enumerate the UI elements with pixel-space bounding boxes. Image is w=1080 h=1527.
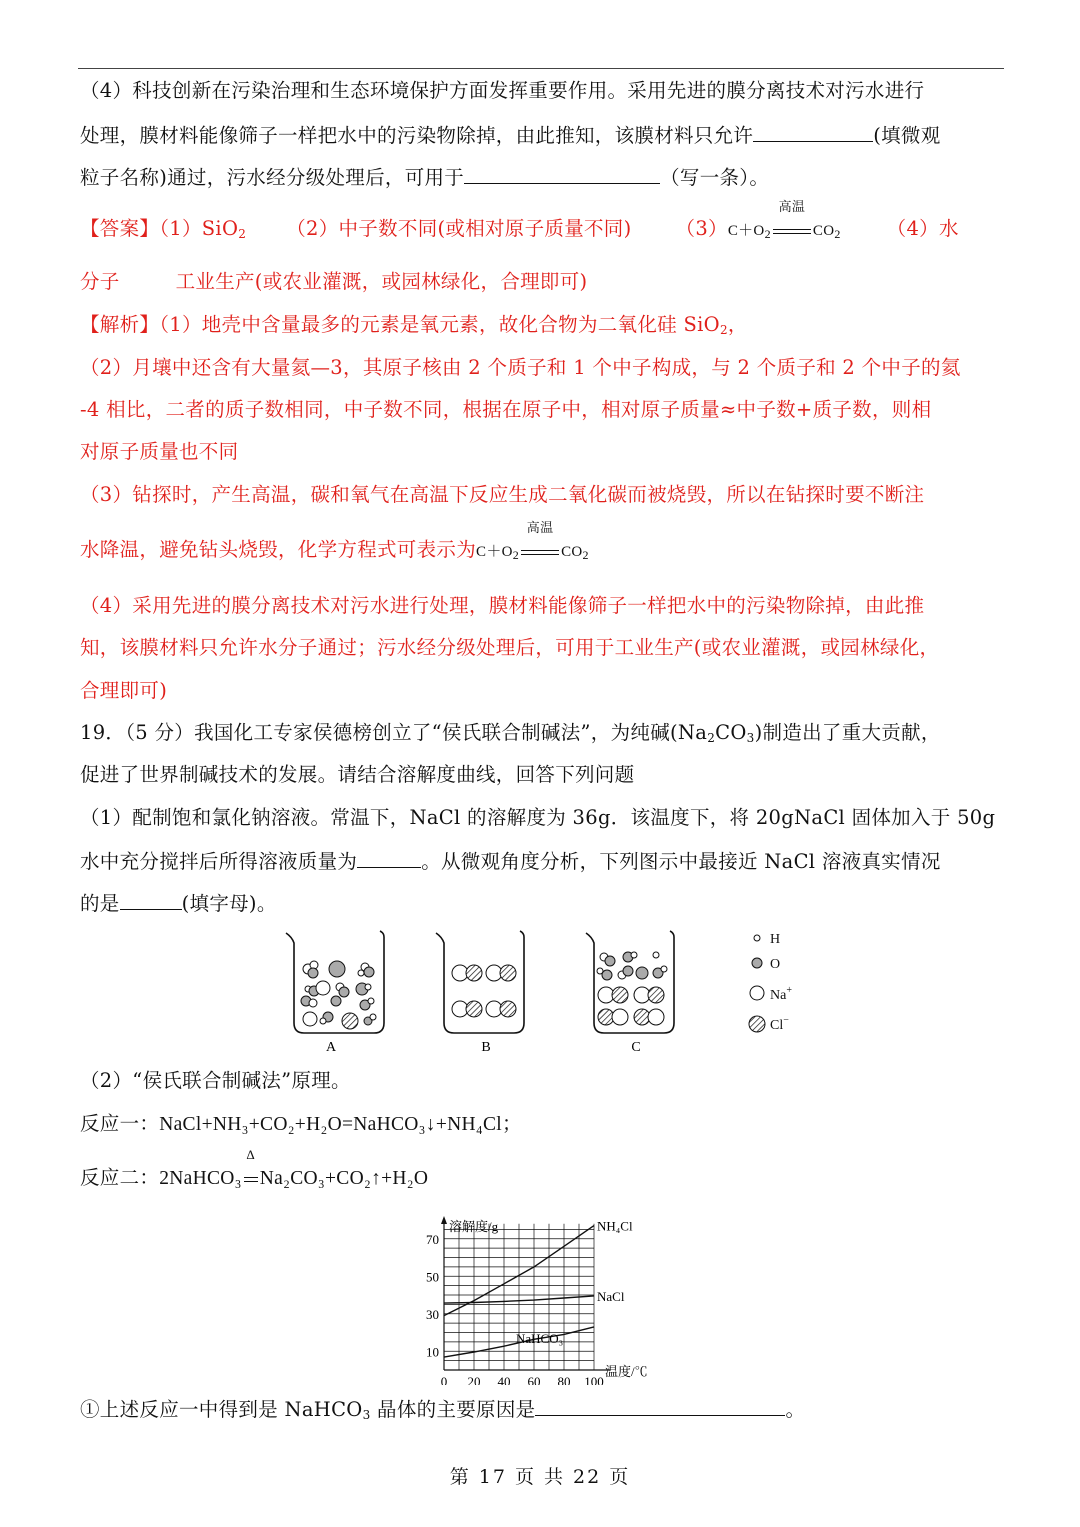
y-tick-label: 50 <box>426 1269 439 1285</box>
particles-b <box>452 965 516 1017</box>
beakers-figure <box>280 925 820 1060</box>
legend-label: Na+ <box>770 985 792 1003</box>
beaker-label: B <box>481 1040 491 1055</box>
q19-part2-title: （2）“侯氏联合制碱法”原理。 <box>80 1069 351 1092</box>
answer-blank[interactable] <box>753 121 873 142</box>
beaker-a[interactable] <box>286 931 384 1055</box>
answer-blank[interactable] <box>120 889 182 910</box>
x-tick-label: 60 <box>527 1374 541 1385</box>
analysis-line6: 水降温，避免钻头烧毁，化学方程式可表示为$C+O_2$ 高温 $CO_2$ <box>80 520 589 562</box>
beaker-c[interactable] <box>586 931 674 1055</box>
legend-o-icon <box>752 958 762 968</box>
y-tick-label: 70 <box>426 1231 439 1247</box>
q19-question1: ①上述反应一中得到是 NaHCO$_3$ 晶体的主要原因是 。 <box>80 1395 1004 1423</box>
analysis-line5: （3）钻探时，产生高温，碳和氧气在高温下反应生成二氧化碳而被烧毁，所以在钻探时要不断注 <box>80 483 925 506</box>
series-label: NaCl <box>597 1288 625 1304</box>
answer-blank[interactable] <box>535 1395 785 1416</box>
reaction-two: 反应二：2NaHCO₃ Δ Na₂CO₃+CO₂↑+H₂O <box>80 1147 429 1189</box>
y-tick-label: 30 <box>426 1306 439 1322</box>
q19-line2: 促进了世界制碱技术的发展。请结合溶解度曲线，回答下列问题 <box>80 763 635 786</box>
x-tick-label: 20 <box>467 1374 481 1385</box>
q19-line4: 水中充分搅拌后所得溶液质量为 。从微观角度分析，下列图示中最接近 NaCl 溶液真实情况 <box>80 847 1004 875</box>
x-tick-label: 0 <box>440 1374 448 1385</box>
x-tick-label: 40 <box>497 1374 511 1385</box>
beaker-label: A <box>325 1040 337 1055</box>
analysis-line8: 知，该膜材料只允许水分子通过；污水经分级处理后，可用于工业生产(或农业灌溉，或园林绿化， <box>80 636 940 659</box>
particles-a <box>301 961 376 1029</box>
analysis-line9: 合理即可) <box>80 679 168 702</box>
series-label: NaHCO₃ <box>516 1330 564 1346</box>
legend-h-icon <box>754 935 760 941</box>
answer-blank[interactable] <box>357 847 421 868</box>
answer-line2: 分子 工业生产(或农业灌溉，或园林绿化，合理即可) <box>80 270 588 293</box>
series-label: NH₄Cl <box>597 1218 633 1234</box>
particle-legend <box>749 935 765 1032</box>
legend-labels <box>770 932 792 1033</box>
analysis-line2: （2）月壤中还含有大量氦—3，其原子核由 2 个质子和 1 个中子构成，与 2 个质子和 2 个中子的氦 <box>80 356 961 379</box>
solubility-chart <box>405 1210 665 1385</box>
q19-line5: 的是 (填字母)。 <box>80 889 1004 917</box>
analysis-line1: 【解析】（1）地壳中含量最多的元素是氧元素，故化合物为二氧化硅 SiO$_2$， <box>80 313 748 337</box>
x-tick-label: 100 <box>584 1374 604 1385</box>
y-axis-label: 溶解度/g <box>449 1219 499 1234</box>
header-rule <box>78 68 1004 69</box>
analysis-line7: （4）采用先进的膜分离技术对污水进行处理，膜材料能像筛子一样把水中的污染物除掉，由此推 <box>80 594 925 617</box>
q18-part4-line3: 粒子名称)通过，污水经分级处理后，可用于 （写一条）。 <box>80 163 1004 191</box>
particles-c <box>597 952 667 1025</box>
answer-line1: 【答案】（1）SiO$_2$ （2）中子数不同(或相对原子质量不同) $(3)C+O_2$ 高温 $CO_2$ （4）水 <box>80 199 959 241</box>
q18-part4-line2: 处理，膜材料能像筛子一样把水中的污染物除掉，由此推知，该膜材料只允许 (填微观 <box>80 121 1004 149</box>
legend-label: H <box>770 932 781 947</box>
legend-label: O <box>770 957 781 972</box>
q19-line1: 19．（5 分）我国化工专家侯德榜创立了“侯氏联合制碱法”，为纯碱$(Na_2CO_3)$制造出了重大贡献， <box>80 721 941 745</box>
y-axis-arrow-icon <box>441 1216 447 1224</box>
legend-na-icon <box>750 986 764 1000</box>
x-axis-label: 温度/℃ <box>605 1364 648 1379</box>
legend-label: Cl− <box>770 1015 789 1033</box>
answer-blank[interactable] <box>464 163 660 184</box>
y-tick-label: 10 <box>426 1344 439 1360</box>
reaction-one: 反应一：NaCl+NH₃+CO₂+H₂O=NaHCO₃↓+NH₄Cl； <box>80 1112 522 1135</box>
analysis-line4: 对原子质量也不同 <box>80 440 239 463</box>
q19-line3: （1）配制饱和氯化钠溶液。常温下，NaCl 的溶解度为 36g．该温度下，将 20gNaCl 固体加入于 50g <box>80 806 996 829</box>
x-tick-label: 80 <box>557 1374 571 1385</box>
analysis-line3: -4 相比，二者的质子数相同，中子数不同，根据在原子中，相对原子质量≈中子数+质子数，则相 <box>80 398 932 421</box>
q18-part4-line1: （4）科技创新在污染治理和生态环境保护方面发挥重要作用。采用先进的膜分离技术对污水进行 <box>80 79 925 102</box>
beaker-b[interactable] <box>436 931 524 1055</box>
legend-cl-icon <box>749 1016 765 1032</box>
page-footer: 第 17 页 共 22 页 <box>449 1466 631 1488</box>
beaker-label: C <box>631 1040 641 1055</box>
